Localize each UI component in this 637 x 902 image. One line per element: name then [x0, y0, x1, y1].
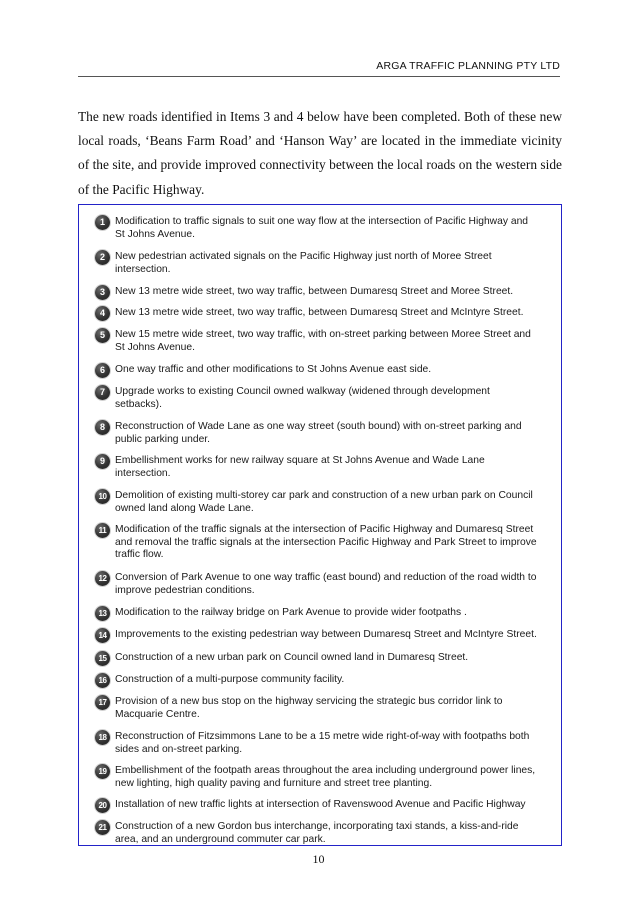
- item-number-badge: 20: [95, 798, 110, 813]
- items-box: [78, 204, 562, 846]
- item-number-badge: 19: [95, 764, 110, 779]
- item-text: Construction of a new Gordon bus interchange, incorporating taxi stands, a kiss-and-ride area, and an underground commuter car park.: [115, 821, 519, 845]
- item-text: Demolition of existing multi-storey car park and construction of a new urban park on Council owned land along Wade Lane.: [115, 490, 533, 514]
- list-item: [95, 455, 539, 480]
- item-text: New 13 metre wide street, two way traffic, between Dumaresq Street and Moree Street.: [115, 286, 514, 297]
- list-item: [95, 674, 539, 687]
- item-text: Conversion of Park Avenue to one way traffic (east bound) and reduction of the road width to improve pedestrian conditions.: [115, 572, 537, 596]
- list-item: [95, 696, 539, 721]
- list-item: [95, 364, 539, 377]
- item-number-badge: 11: [95, 523, 110, 538]
- list-item: [95, 629, 539, 642]
- list-item: [95, 607, 539, 620]
- item-number-badge: 6: [95, 363, 110, 378]
- item-number-badge: 8: [95, 420, 110, 435]
- item-text: One way traffic and other modifications to St Johns Avenue east side.: [115, 364, 432, 375]
- item-text: Construction of a multi-purpose community facility.: [115, 674, 345, 685]
- list-item: [95, 731, 539, 756]
- item-text: Modification of the traffic signals at the intersection of Pacific Highway and Dumaresq Street and removal the traffic signals at the intersection Pacific Highway and Park Street to improve traffic flow.: [115, 524, 537, 561]
- list-item: [95, 572, 539, 597]
- page-header: ARGA TRAFFIC PLANNING PTY LTD: [78, 60, 560, 77]
- item-number-badge: 15: [95, 651, 110, 666]
- item-text: Installation of new traffic lights at intersection of Ravenswood Avenue and Pacific Highway: [115, 799, 526, 810]
- list-item: [95, 652, 539, 665]
- item-number-badge: 3: [95, 285, 110, 300]
- item-number-badge: 7: [95, 385, 110, 400]
- item-text: Embellishment of the footpath areas throughout the area including underground power lines, new lighting, high quality paving and furniture and street tree planting.: [115, 765, 536, 789]
- item-number-badge: 14: [95, 628, 110, 643]
- intro-paragraph: The new roads identified in Items 3 and 4 below have been completed. Both of these new local roads, ‘Beans Farm Road’ and ‘Hanson Way’ are located in the immediate vicinity of the site, and provide improved connectivity between the local roads on the western side of the Pacific Highway.: [78, 109, 562, 197]
- item-number-badge: 5: [95, 328, 110, 343]
- list-item: [95, 821, 539, 846]
- list-item: [95, 490, 539, 515]
- item-number-badge: 16: [95, 673, 110, 688]
- item-text: Embellishment works for new railway square at St Johns Avenue and Wade Lane intersection.: [115, 455, 485, 479]
- item-number-badge: 1: [95, 215, 110, 230]
- item-number-badge: 12: [95, 571, 110, 586]
- list-item: [95, 286, 539, 299]
- list-item: [95, 799, 539, 812]
- list-item: [95, 307, 539, 320]
- item-text: New pedestrian activated signals on the Pacific Highway just north of Moree Street intersection.: [115, 251, 492, 275]
- item-text: Reconstruction of Wade Lane as one way street (south bound) with on-street parking and public parking under.: [115, 421, 522, 445]
- item-text: Improvements to the existing pedestrian way between Dumaresq Street and McIntyre Street.: [115, 629, 537, 640]
- item-text: New 15 metre wide street, two way traffic, with on-street parking between Moree Street and St Johns Avenue.: [115, 329, 531, 353]
- list-item: [95, 329, 539, 354]
- item-number-badge: 4: [95, 306, 110, 321]
- item-number-badge: 10: [95, 489, 110, 504]
- list-item: [95, 251, 539, 276]
- list-item: [95, 421, 539, 446]
- item-number-badge: 13: [95, 606, 110, 621]
- item-number-badge: 17: [95, 695, 110, 710]
- item-text: Provision of a new bus stop on the highway servicing the strategic bus corridor link to Macquarie Centre.: [115, 696, 503, 720]
- item-text: Construction of a new urban park on Council owned land in Dumaresq Street.: [115, 652, 469, 663]
- item-number-badge: 2: [95, 250, 110, 265]
- item-number-badge: 21: [95, 820, 110, 835]
- list-item: [95, 765, 539, 790]
- list-item: [95, 216, 539, 241]
- item-text: Reconstruction of Fitzsimmons Lane to be a 15 metre wide right-of-way with footpaths both sides and on-street parking.: [115, 731, 530, 755]
- item-text: Upgrade works to existing Council owned walkway (widened through development setbacks).: [115, 386, 490, 410]
- page-number: 10: [312, 852, 325, 866]
- list-item: [95, 386, 539, 411]
- item-number-badge: 9: [95, 454, 110, 469]
- item-number-badge: 18: [95, 730, 110, 745]
- item-text: New 13 metre wide street, two way traffic, between Dumaresq Street and McIntyre Street.: [115, 307, 524, 318]
- item-text: Modification to the railway bridge on Park Avenue to provide wider footpaths .: [115, 607, 467, 618]
- list-item: [95, 524, 539, 562]
- item-text: Modification to traffic signals to suit one way flow at the intersection of Pacific Highway and St Johns Avenue.: [115, 216, 529, 240]
